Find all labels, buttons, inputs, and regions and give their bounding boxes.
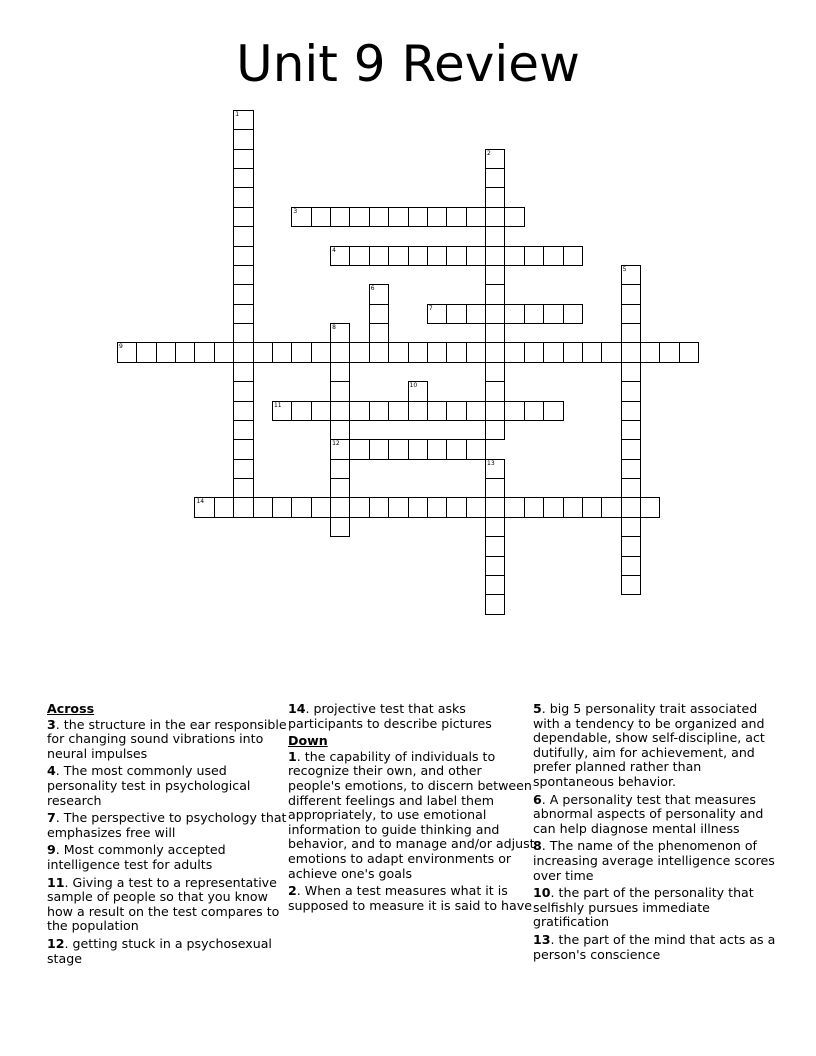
- grid-cell[interactable]: [485, 168, 505, 188]
- grid-cell[interactable]: [311, 342, 331, 362]
- clue-down-item: 1. the capability of individuals to recognize their own, and other people's emotions, to discern between different feelings and label them appropriately, to use emotional information to guide thinking and behavior, and to manage and/or adjust emotions to adapt environments or achieve one's goals: [288, 748, 535, 881]
- grid-cell[interactable]: [369, 439, 389, 459]
- clue-text: The most commonly used personality test in psychological research: [47, 763, 251, 808]
- grid-cell[interactable]: [601, 497, 621, 517]
- clue-text: The perspective to psychology that emphasizes free will: [47, 810, 287, 840]
- cell-number: 11: [273, 401, 282, 409]
- grid-cell[interactable]: [369, 497, 389, 517]
- grid-cell[interactable]: [330, 342, 350, 362]
- across-header: Across: [47, 701, 95, 716]
- grid-cell[interactable]: [408, 381, 428, 401]
- grid-cell[interactable]: [233, 110, 253, 130]
- grid-cell[interactable]: [485, 556, 505, 576]
- grid-cell[interactable]: [233, 246, 253, 266]
- grid-cell[interactable]: [369, 323, 389, 343]
- grid-cell[interactable]: [679, 342, 699, 362]
- clue-text: the part of the mind that acts as a person's conscience: [533, 931, 776, 962]
- clue-across-item: 12. getting stuck in a psychosexual stage: [47, 935, 272, 966]
- grid-cell[interactable]: [582, 497, 602, 517]
- grid-cell[interactable]: [233, 362, 253, 382]
- grid-cell[interactable]: [330, 401, 350, 421]
- grid-cell[interactable]: [485, 575, 505, 595]
- grid-cell[interactable]: [485, 265, 505, 285]
- cell-number: 6: [370, 285, 375, 293]
- grid-cell[interactable]: [408, 439, 428, 459]
- grid-cell[interactable]: [388, 401, 408, 421]
- grid-cell[interactable]: [466, 342, 486, 362]
- grid-cell[interactable]: [349, 342, 369, 362]
- grid-cell[interactable]: [388, 207, 408, 227]
- grid-cell[interactable]: [485, 594, 505, 614]
- grid-cell[interactable]: [311, 401, 331, 421]
- grid-cell[interactable]: [485, 187, 505, 207]
- grid-cell[interactable]: [485, 420, 505, 440]
- grid-cell[interactable]: [485, 517, 505, 537]
- grid-cell[interactable]: [233, 129, 253, 149]
- grid-cell[interactable]: [272, 497, 292, 517]
- grid-cell[interactable]: [563, 497, 583, 517]
- cell-number: 12: [332, 440, 340, 448]
- grid-cell[interactable]: [485, 226, 505, 246]
- grid-cell[interactable]: [524, 304, 544, 324]
- grid-cell[interactable]: [621, 439, 641, 459]
- clue-down-item: 10. the part of the personality that selfishly pursues immediate gratification: [533, 885, 754, 930]
- grid-cell[interactable]: [408, 497, 428, 517]
- grid-cell[interactable]: [504, 497, 524, 517]
- grid-cell[interactable]: [504, 401, 524, 421]
- clue-number: 11: [47, 874, 65, 890]
- grid-cell[interactable]: [485, 459, 505, 479]
- clue-number: 5: [533, 701, 542, 716]
- grid-cell[interactable]: [446, 304, 466, 324]
- clue-number: 10: [533, 885, 551, 901]
- grid-cell[interactable]: [349, 401, 369, 421]
- grid-cell[interactable]: [427, 304, 447, 324]
- grid-cell[interactable]: [621, 284, 641, 304]
- grid-cell[interactable]: [466, 304, 486, 324]
- grid-cell[interactable]: [466, 246, 486, 266]
- grid-cell[interactable]: [175, 342, 195, 362]
- grid-cell[interactable]: [233, 304, 253, 324]
- grid-cell[interactable]: [369, 304, 389, 324]
- grid-cell[interactable]: [369, 246, 389, 266]
- grid-cell[interactable]: [349, 246, 369, 266]
- grid-cell[interactable]: [349, 207, 369, 227]
- grid-cell[interactable]: [621, 304, 641, 324]
- grid-cell[interactable]: [330, 497, 350, 517]
- grid-cell[interactable]: [233, 478, 253, 498]
- grid-cell[interactable]: [601, 342, 621, 362]
- grid-cell[interactable]: [117, 342, 137, 362]
- grid-cell[interactable]: [621, 536, 641, 556]
- cell-number: 3: [293, 207, 298, 215]
- grid-cell[interactable]: [349, 439, 369, 459]
- grid-cell[interactable]: [485, 246, 505, 266]
- grid-cell[interactable]: [136, 342, 156, 362]
- grid-cell[interactable]: [214, 497, 234, 517]
- grid-cell[interactable]: [408, 342, 428, 362]
- grid-cell[interactable]: [485, 207, 505, 227]
- grid-cell[interactable]: [504, 246, 524, 266]
- clue-number: 9: [47, 842, 56, 858]
- grid-cell[interactable]: [233, 168, 253, 188]
- grid-cell[interactable]: [330, 323, 350, 343]
- grid-cell[interactable]: [291, 497, 311, 517]
- clue-across-item: 9. Most commonly accepted intelligence test for adults: [47, 842, 226, 872]
- grid-cell[interactable]: [543, 497, 563, 517]
- cell-number: 9: [119, 343, 123, 351]
- cell-number: 10: [409, 382, 418, 390]
- page-title: Unit 9 Review: [236, 35, 580, 93]
- grid-cell[interactable]: [485, 497, 505, 517]
- clue-text: the capability of individuals to recognize their own, and other people's emotions, to discern between different feelings and label them appropriately, to use emotional information to guide thinking and behavior, and to manage and/or adjust emotions to adapt environments or achieve one's goals: [288, 748, 535, 881]
- grid-cell[interactable]: [524, 497, 544, 517]
- grid-cell[interactable]: [233, 381, 253, 401]
- clue-number: 1: [288, 748, 297, 764]
- grid-cell[interactable]: [621, 381, 641, 401]
- clue-text: When a test measures what it is supposed to measure it is said to have: [288, 883, 532, 913]
- grid-cell[interactable]: [563, 246, 583, 266]
- grid-cell[interactable]: [446, 207, 466, 227]
- cell-number: 2: [487, 149, 491, 157]
- down-header: Down: [288, 733, 328, 749]
- grid-cell[interactable]: [233, 420, 253, 440]
- clue-number: 2: [288, 883, 297, 899]
- grid-cell[interactable]: [485, 401, 505, 421]
- grid-cell[interactable]: [543, 401, 563, 421]
- grid-cell[interactable]: [563, 304, 583, 324]
- grid-cell[interactable]: [388, 342, 408, 362]
- grid-cell[interactable]: [504, 207, 524, 227]
- grid-cell[interactable]: [485, 478, 505, 498]
- clue-text: the part of the personality that selfishly pursues immediate gratification: [533, 885, 754, 930]
- grid-cell[interactable]: [621, 517, 641, 537]
- grid-cell[interactable]: [330, 246, 350, 266]
- clue-number: 7: [47, 810, 56, 826]
- grid-cell[interactable]: [524, 246, 544, 266]
- grid-cell[interactable]: [543, 304, 563, 324]
- grid-cell[interactable]: [640, 497, 660, 517]
- grid-cell[interactable]: [621, 575, 641, 595]
- cell-number: 1: [235, 111, 240, 118]
- grid-cell[interactable]: [330, 439, 350, 459]
- clue-text: A personality test that measures abnormal aspects of personality and can help diagnose mental illness: [533, 791, 764, 836]
- grid-cell[interactable]: [427, 342, 447, 362]
- cell-number: 13: [487, 459, 495, 467]
- grid-cell[interactable]: [621, 459, 641, 479]
- grid-cell[interactable]: [485, 284, 505, 304]
- grid-cell[interactable]: [427, 401, 447, 421]
- grid-cell[interactable]: [330, 478, 350, 498]
- grid-cell[interactable]: [485, 342, 505, 362]
- grid-cell[interactable]: [582, 342, 602, 362]
- clue-text: getting stuck in a psychosexual stage: [47, 935, 272, 966]
- clue-across-item: 4. The most commonly used personality test in psychological research: [47, 763, 251, 808]
- clue-across-item: 11. Giving a test to a representative sample of people so that you know how a result on the test compares to the population: [47, 874, 280, 934]
- grid-cell[interactable]: [369, 284, 389, 304]
- grid-cell[interactable]: [214, 342, 234, 362]
- cell-number: 5: [622, 265, 627, 273]
- grid-cell[interactable]: [311, 497, 331, 517]
- grid-cell[interactable]: [543, 342, 563, 362]
- grid-cell[interactable]: [466, 497, 486, 517]
- clue-across-item: 7. The perspective to psychology that emphasizes free will: [47, 810, 287, 840]
- grid-cell[interactable]: [621, 497, 641, 517]
- grid-cell[interactable]: [233, 284, 253, 304]
- grid-cell[interactable]: [369, 207, 389, 227]
- clues-column-3: [533, 702, 781, 965]
- grid-cell[interactable]: [349, 497, 369, 517]
- grid-cell[interactable]: [427, 207, 447, 227]
- grid-cell[interactable]: [408, 246, 428, 266]
- grid-cell[interactable]: [621, 478, 641, 498]
- grid-cell[interactable]: [485, 536, 505, 556]
- grid-cell[interactable]: [466, 207, 486, 227]
- clue-across-item: 14. projective test that asks participants to describe pictures: [288, 701, 492, 731]
- grid-cell[interactable]: [466, 439, 486, 459]
- grid-cell[interactable]: [194, 497, 214, 517]
- grid-cell[interactable]: [621, 342, 641, 362]
- grid-cell[interactable]: [446, 497, 466, 517]
- grid-cell[interactable]: [233, 439, 253, 459]
- clue-text: projective test that asks participants to describe pictures: [288, 701, 492, 731]
- grid-cell[interactable]: [446, 401, 466, 421]
- clues-column-1: [47, 702, 295, 969]
- grid-cell[interactable]: [504, 304, 524, 324]
- cell-number: 7: [428, 304, 433, 312]
- grid-cell[interactable]: [621, 420, 641, 440]
- grid-cell[interactable]: [640, 342, 660, 362]
- grid-cell[interactable]: [446, 439, 466, 459]
- grid-cell[interactable]: [504, 342, 524, 362]
- grid-cell[interactable]: [291, 207, 311, 227]
- clue-down-item: 6. A personality test that measures abnormal aspects of personality and can help diagnose mental illness: [533, 791, 764, 836]
- clue-text: Giving a test to a representative sample of people so that you know how a result on the test compares to the population: [47, 874, 280, 934]
- clue-across-item: 3. the structure in the ear responsible for changing sound vibrations into neural impulses: [47, 716, 287, 761]
- grid-cell[interactable]: [446, 342, 466, 362]
- grid-cell[interactable]: [408, 207, 428, 227]
- grid-cell[interactable]: [408, 401, 428, 421]
- grid-cell[interactable]: [233, 149, 253, 169]
- cell-number: 8: [332, 324, 336, 332]
- clue-text: the structure in the ear responsible for changing sound vibrations into neural impulses: [47, 716, 287, 761]
- grid-cell[interactable]: [330, 362, 350, 382]
- grid-cell[interactable]: [233, 226, 253, 246]
- clue-number: 8: [533, 838, 542, 854]
- grid-cell[interactable]: [427, 246, 447, 266]
- grid-cell[interactable]: [233, 323, 253, 343]
- clue-down-item: 8. The name of the phenomenon of increasing average intelligence scores over time: [533, 838, 775, 883]
- grid-cell[interactable]: [659, 342, 679, 362]
- grid-cell[interactable]: [330, 459, 350, 479]
- grid-cell[interactable]: [524, 401, 544, 421]
- grid-cell[interactable]: [388, 497, 408, 517]
- clue-number: 6: [533, 791, 542, 807]
- grid-cell[interactable]: [272, 342, 292, 362]
- grid-cell[interactable]: [427, 439, 447, 459]
- clues-column-2: [288, 702, 536, 916]
- grid-cell[interactable]: [330, 420, 350, 440]
- grid-cell[interactable]: [485, 149, 505, 169]
- grid-cell[interactable]: [621, 401, 641, 421]
- clue-down-item: 13. the part of the mind that acts as a person's conscience: [533, 931, 776, 962]
- clue-text: Most commonly accepted intelligence test for adults: [47, 842, 226, 872]
- grid-cell[interactable]: [330, 381, 350, 401]
- grid-cell[interactable]: [543, 246, 563, 266]
- clue-number: 14: [288, 701, 306, 716]
- grid-cell[interactable]: [233, 207, 253, 227]
- grid-cell[interactable]: [621, 556, 641, 576]
- grid-cell[interactable]: [485, 381, 505, 401]
- grid-cell[interactable]: [621, 362, 641, 382]
- clue-text: The name of the phenomenon of increasing average intelligence scores over time: [533, 838, 775, 883]
- grid-cell[interactable]: [233, 401, 253, 421]
- grid-cell[interactable]: [233, 459, 253, 479]
- grid-cell[interactable]: [156, 342, 176, 362]
- grid-cell[interactable]: [291, 401, 311, 421]
- clue-down-item: 5. big 5 personality trait associated with a tendency to be organized and dependable, show self-discipline, act dutifully, aim for achievement, and prefer planned rather than spontaneous behavior.: [533, 701, 765, 789]
- grid-cell[interactable]: [446, 246, 466, 266]
- grid-cell[interactable]: [233, 265, 253, 285]
- grid-cell[interactable]: [485, 323, 505, 343]
- clue-number: 3: [47, 716, 56, 732]
- grid-cell[interactable]: [621, 323, 641, 343]
- grid-cell[interactable]: [233, 497, 253, 517]
- grid-cell[interactable]: [369, 342, 389, 362]
- grid-cell[interactable]: [194, 342, 214, 362]
- grid-cell[interactable]: [388, 246, 408, 266]
- cell-number: 4: [332, 246, 336, 254]
- grid-cell[interactable]: [369, 401, 389, 421]
- clue-number: 12: [47, 935, 65, 951]
- cell-number: 14: [196, 498, 205, 506]
- grid-cell[interactable]: [388, 439, 408, 459]
- grid-cell[interactable]: [427, 497, 447, 517]
- grid-cell[interactable]: [253, 342, 273, 362]
- grid-cell[interactable]: [291, 342, 311, 362]
- grid-cell[interactable]: [253, 497, 273, 517]
- grid-cell[interactable]: [621, 265, 641, 285]
- grid-cell[interactable]: [466, 401, 486, 421]
- grid-cell[interactable]: [233, 187, 253, 207]
- clue-number: 4: [47, 763, 56, 779]
- grid-cell[interactable]: [485, 304, 505, 324]
- grid-cell[interactable]: [524, 342, 544, 362]
- grid-cell[interactable]: [330, 207, 350, 227]
- grid-cell[interactable]: [311, 207, 331, 227]
- grid-cell[interactable]: [485, 362, 505, 382]
- clue-text: big 5 personality trait associated with a tendency to be organized and dependable, show self-discipline, act dutifully, aim for achievement, and prefer planned rather than spontaneous behavior.: [533, 701, 765, 789]
- clue-down-item: 2. When a test measures what it is supposed to measure it is said to have: [288, 883, 532, 913]
- grid-cell[interactable]: [272, 401, 292, 421]
- grid-cell[interactable]: [330, 517, 350, 537]
- grid-cell[interactable]: [233, 342, 253, 362]
- clue-number: 13: [533, 931, 551, 947]
- grid-cell[interactable]: [563, 342, 583, 362]
